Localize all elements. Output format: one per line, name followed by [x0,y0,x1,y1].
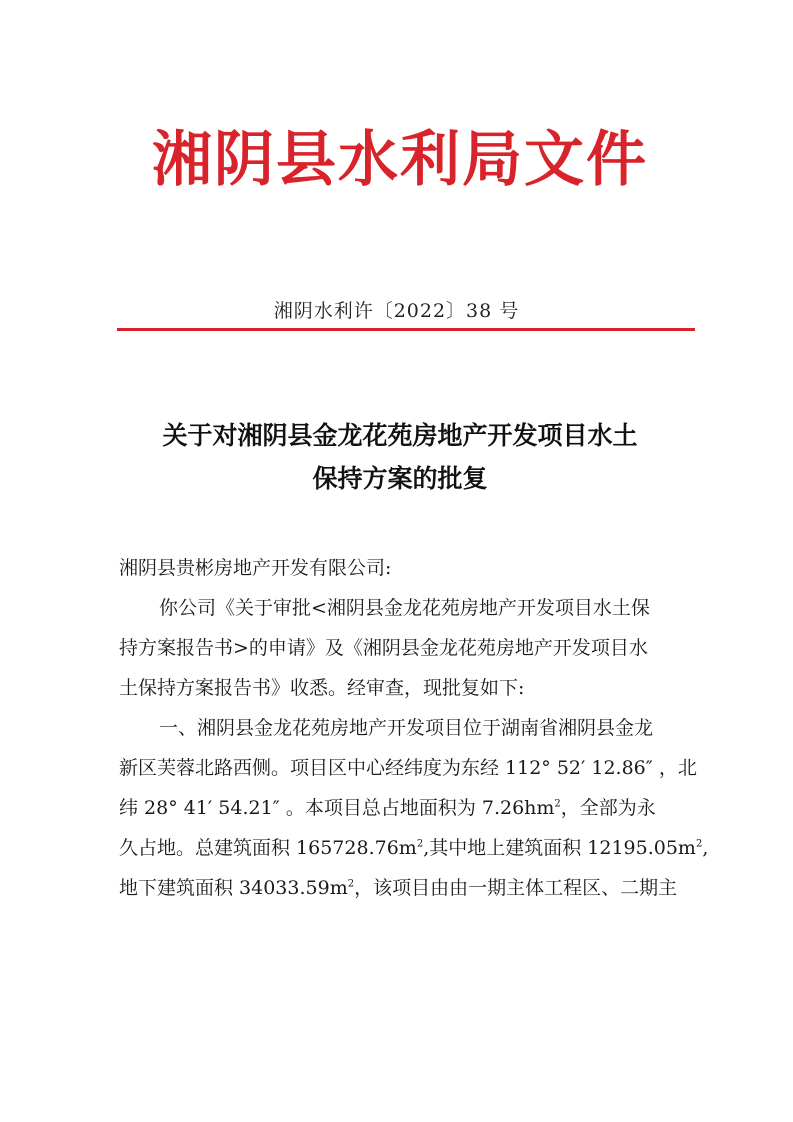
paragraph-2-line-4 [119,828,739,868]
text-segment: , [702,837,709,859]
superscript: 2 [347,878,355,890]
paragraph-2-line-2: 新区芙蓉北路西侧。项目区中心经纬度为东经 112° 52′ 12.86″ ，北 [119,757,697,779]
paragraph-2-line-5 [119,868,739,908]
document-title-line-1: 关于对湘阴县金龙花苑房地产开发项目水土 [162,421,638,450]
superscript: 2 [554,798,561,810]
paragraph-1-line-1: 你公司《关于审批<湘阴县金龙花苑房地产开发项目水土保 [159,597,650,619]
superscript: 2 [416,838,424,850]
text-segment: 久占地。总建筑面积 165728.76m [119,837,417,859]
document-number: 湘阴水利许〔2022〕38 号 [273,300,520,322]
issuing-authority-title: 湘阴县水利局文件 [152,125,648,195]
superscript: 2 [695,838,703,850]
document-body [119,548,739,908]
paragraph-2-line-1: 一、湘阴县金龙花苑房地产开发项目位于湖南省湘阴县金龙 [159,717,654,739]
text-segment: 纬 28° 41′ 54.21″ 。本项目总占地面积为 7.26hm [119,797,555,819]
text-segment: ，全部为永 [560,797,656,819]
paragraph-1-line-2: 持方案报告书>的申请》及《湘阴县金龙花苑房地产开发项目水 [119,637,648,659]
text-segment: 地下建筑面积 34033.59m [119,877,348,899]
text-segment: ，该项目由由一期主体工程区、二期主 [354,877,678,899]
document-title-line-2: 保持方案的批复 [312,464,488,493]
document-title [100,414,700,500]
text-segment: ,其中地上建筑面积 12195.05m [423,837,696,859]
red-separator-line [117,328,695,331]
addressee: 湘阴县贵彬房地产开发有限公司: [119,557,392,579]
paragraph-1-line-3: 土保持方案报告书》收悉。经审查，现批复如下: [119,677,525,699]
paragraph-2-line-3 [119,788,739,828]
